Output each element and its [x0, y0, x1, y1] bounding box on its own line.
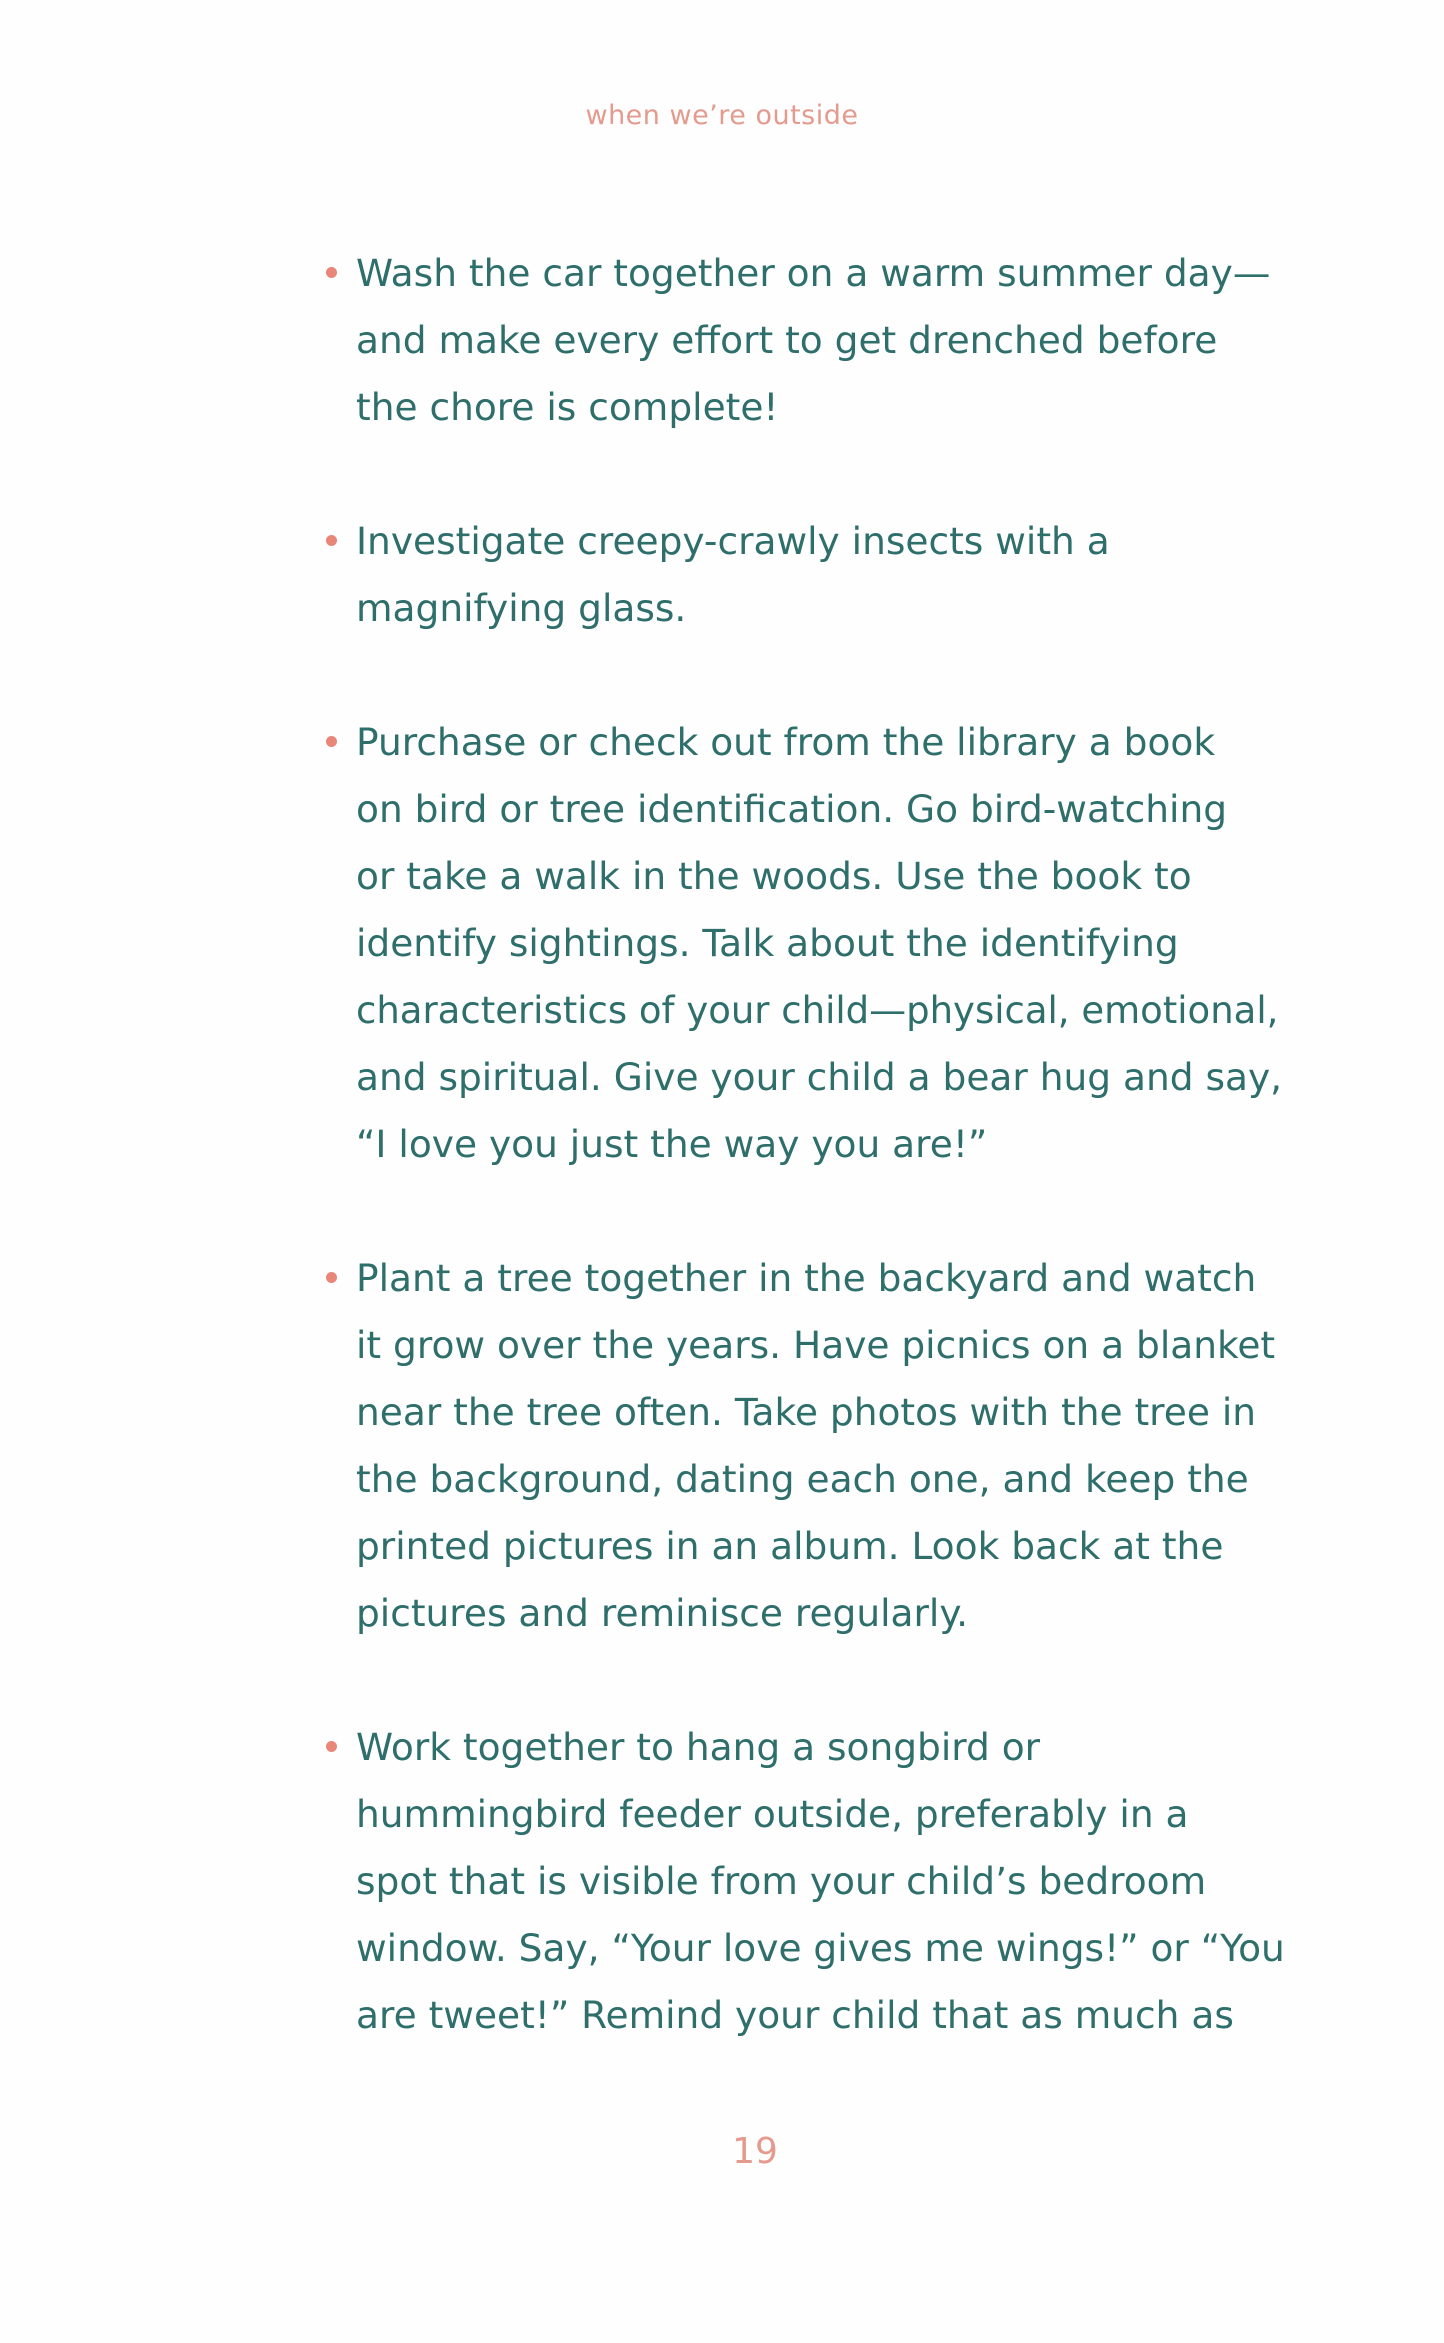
item-line: on bird or tree identification. Go bird-watching — [356, 787, 1228, 831]
item-line: window. Say, “Your love gives me wings!” or “You — [356, 1926, 1285, 1970]
item-line: Plant a tree together in the backyard and watch — [356, 1256, 1257, 1300]
item-line: magnifying glass. — [356, 586, 687, 630]
list-item — [356, 240, 1286, 441]
item-line: near the tree often. Take photos with the tree in — [356, 1390, 1256, 1434]
item-line: printed pictures in an album. Look back at the — [356, 1524, 1224, 1568]
item-line: and spiritual. Give your child a bear hug and say, — [356, 1055, 1283, 1099]
item-line: are tweet!” Remind your child that as much as — [356, 1993, 1234, 2037]
running-head: when we’re outside — [585, 100, 859, 131]
item-line: “I love you just the way you are!” — [356, 1122, 988, 1166]
bullet-dot-icon — [326, 736, 337, 747]
list-item — [356, 1245, 1286, 1647]
item-line: or take a walk in the woods. Use the book to — [356, 854, 1192, 898]
item-line: Wash the car together on a warm summer day— — [356, 251, 1271, 295]
item-line: hummingbird feeder outside, preferably in a — [356, 1792, 1189, 1836]
list-item — [356, 508, 1286, 642]
bullet-dot-icon — [326, 1741, 337, 1752]
list-item — [356, 709, 1286, 1178]
item-line: and make every effort to get drenched before — [356, 318, 1218, 362]
bullet-dot-icon — [326, 1272, 337, 1283]
page-number: 19 — [732, 2131, 778, 2172]
item-line: spot that is visible from your child’s bedroom — [356, 1859, 1207, 1903]
bullet-dot-icon — [326, 267, 337, 278]
activity-list — [356, 240, 1286, 2049]
item-line: Work together to hang a songbird or — [356, 1725, 1041, 1769]
item-line: Purchase or check out from the library a book — [356, 720, 1216, 764]
item-line: identify sightings. Talk about the identifying — [356, 921, 1179, 965]
item-line: it grow over the years. Have picnics on a blanket — [356, 1323, 1276, 1367]
item-line: the background, dating each one, and keep the — [356, 1457, 1249, 1501]
item-line: characteristics of your child—physical, emotional, — [356, 989, 1279, 1032]
item-line: pictures and reminisce regularly. — [356, 1591, 969, 1635]
item-line: the chore is complete! — [356, 385, 779, 429]
bullet-dot-icon — [326, 535, 337, 546]
item-line: Investigate creepy-crawly insects with a — [356, 519, 1110, 563]
list-item — [356, 1714, 1286, 2049]
